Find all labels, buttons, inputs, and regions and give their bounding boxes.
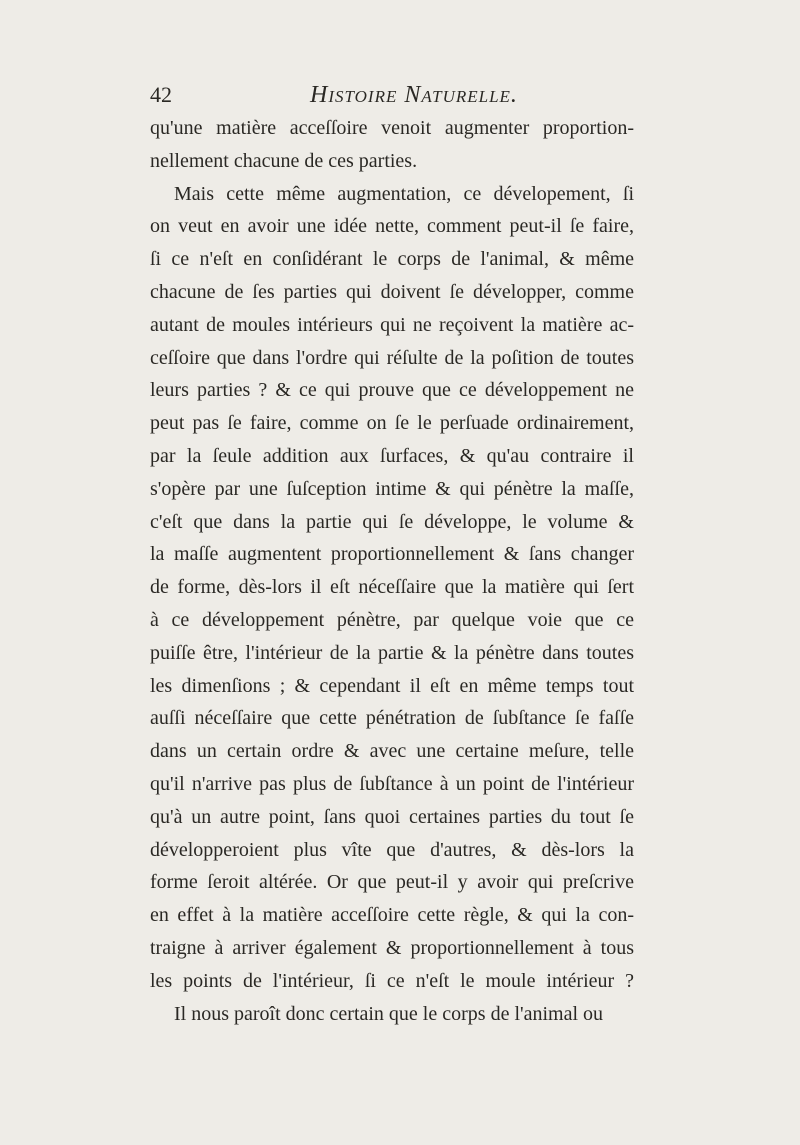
text-line: qu'à un autre point, ſans quoi certaines parties du tout ſe xyxy=(150,805,634,828)
text-line: les points de l'intérieur, ſi ce n'eſt le moule intérieur ? xyxy=(150,969,634,992)
text-line: Mais cette même augmentation, ce dévelopement, ſi xyxy=(174,182,634,205)
text-line: chacune de ſes parties qui doivent ſe développer, comme xyxy=(150,280,634,303)
text-line: puiſſe être, l'intérieur de la partie & la pénètre dans toutes xyxy=(150,641,634,664)
text-line: c'eſt que dans la partie qui ſe développe, le volume & xyxy=(150,510,634,533)
text-line: ceſſoire que dans l'ordre qui réſulte de la poſition de toutes xyxy=(150,346,634,369)
text-line: leurs parties ? & ce qui prouve que ce développement ne xyxy=(150,379,634,402)
page-number: 42 xyxy=(150,82,172,107)
text-line: de forme, dès-lors il eſt néceſſaire que la matière qui ſert xyxy=(150,576,634,599)
text-line: qu'il n'arrive pas plus de ſubſtance à un point de l'intérieur xyxy=(150,772,634,795)
text-line: ſi ce n'eſt en conſidérant le corps de l'animal, & même xyxy=(150,248,634,271)
text-line: auſſi néceſſaire que cette pénétration de ſubſtance ſe faſſe xyxy=(150,707,634,730)
text-line: dans un certain ordre & avec une certaine meſure, telle xyxy=(150,740,634,763)
text-line: autant de moules intérieurs qui ne reçoivent la matière ac- xyxy=(150,313,634,336)
text-line: qu'une matière acceſſoire venoit augmenter proportion- xyxy=(150,117,634,139)
text-line: les dimenſions ; & cependant il eſt en même temps tout xyxy=(150,674,634,697)
page-header xyxy=(150,80,634,116)
text-line: peut pas ſe faire, comme on ſe le perſuade ordinairement, xyxy=(150,412,634,435)
text-line: en effet à la matière acceſſoire cette règle, & qui la con- xyxy=(150,904,634,927)
text-line: forme ſeroit altérée. Or que peut-il y avoir qui preſcrive xyxy=(150,871,634,894)
text-line: Il nous paroît donc certain que le corps de l'animal ou xyxy=(174,1002,604,1025)
text-line: la maſſe augmentent proportionnellement & ſans changer xyxy=(150,543,634,566)
text-line: s'opère par une ſuſception intime & qui pénètre la maſſe, xyxy=(150,477,634,500)
text-line: nellement chacune de ces parties. xyxy=(150,149,418,172)
body-text xyxy=(150,112,634,1030)
text-line: développeroient plus vîte que d'autres, & dès-lors la xyxy=(150,838,634,861)
text-line: traigne à arriver également & proportionnellement à tous xyxy=(150,936,634,959)
text-line: à ce développement pénètre, par quelque voie que ce xyxy=(150,608,634,631)
text-line: on veut en avoir une idée nette, comment peut-il ſe faire, xyxy=(150,215,634,238)
text-line: par la ſeule addition aux ſurfaces, & qu'au contraire il xyxy=(150,444,634,467)
running-head: Histoire Naturelle. xyxy=(310,82,518,108)
